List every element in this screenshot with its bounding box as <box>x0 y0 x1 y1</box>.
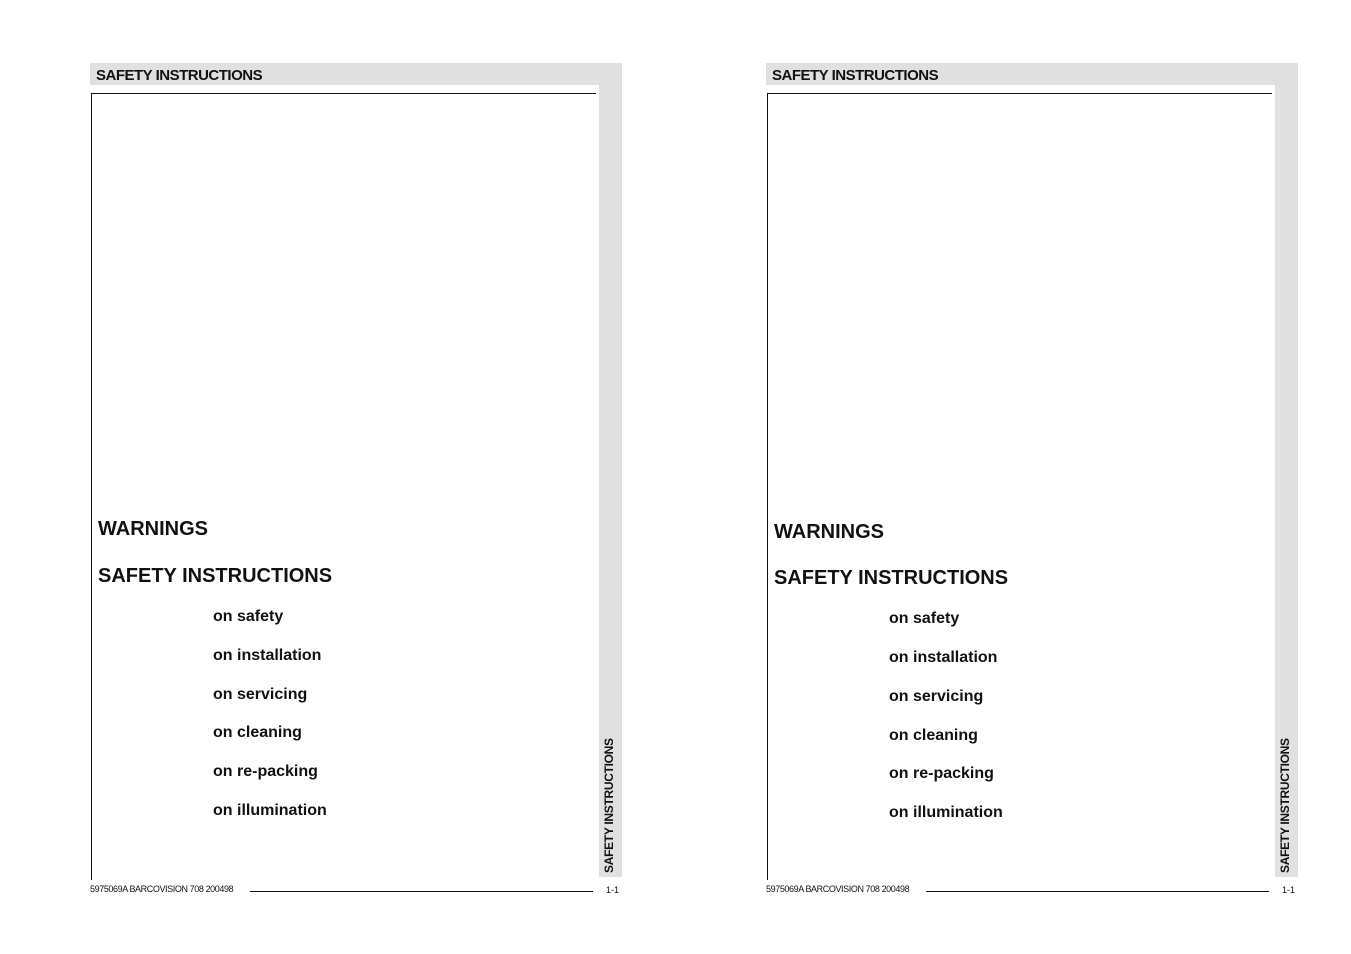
list-item: on illumination <box>213 802 327 819</box>
heading-warnings: WARNINGS <box>774 521 884 543</box>
side-tab-label <box>1278 713 1294 873</box>
side-tab <box>1275 85 1298 877</box>
frame-left-rule <box>767 93 768 880</box>
list-item: on servicing <box>213 686 308 703</box>
list-item: on installation <box>213 647 322 664</box>
footer-document-code: 5975069A BARCOVISION 708 200498 <box>90 884 234 894</box>
footer-page-number: 1-1 <box>1282 885 1296 895</box>
heading-safety-instructions: SAFETY INSTRUCTIONS <box>98 565 333 587</box>
list-item: on safety <box>213 608 284 625</box>
document-page-left <box>90 0 630 954</box>
frame-top-rule <box>767 93 1272 94</box>
list-item: on cleaning <box>213 724 302 741</box>
header-title: SAFETY INSTRUCTIONS <box>772 67 939 84</box>
list-item: on illumination <box>889 804 1003 821</box>
header-bar <box>766 63 1298 85</box>
header-title: SAFETY INSTRUCTIONS <box>96 67 263 84</box>
heading-warnings: WARNINGS <box>98 518 208 540</box>
side-tab-text: SAFETY INSTRUCTIONS <box>602 738 616 873</box>
side-tab-label <box>602 713 618 873</box>
document-page-right <box>766 0 1306 954</box>
list-item: on re-packing <box>213 763 318 780</box>
list-item: on cleaning <box>889 727 978 744</box>
footer-document-code: 5975069A BARCOVISION 708 200498 <box>766 884 910 894</box>
heading-safety-instructions: SAFETY INSTRUCTIONS <box>774 567 1009 589</box>
list-item: on re-packing <box>889 765 994 782</box>
header-bar <box>90 63 622 85</box>
list-item: on safety <box>889 610 960 627</box>
footer-rule <box>250 891 593 892</box>
list-item: on installation <box>889 649 998 666</box>
side-tab-text: SAFETY INSTRUCTIONS <box>1278 738 1292 873</box>
frame-top-rule <box>91 93 596 94</box>
list-item: on servicing <box>889 688 984 705</box>
frame-left-rule <box>91 93 92 880</box>
footer-rule <box>926 891 1269 892</box>
side-tab <box>599 85 622 877</box>
footer-page-number: 1-1 <box>606 885 620 895</box>
